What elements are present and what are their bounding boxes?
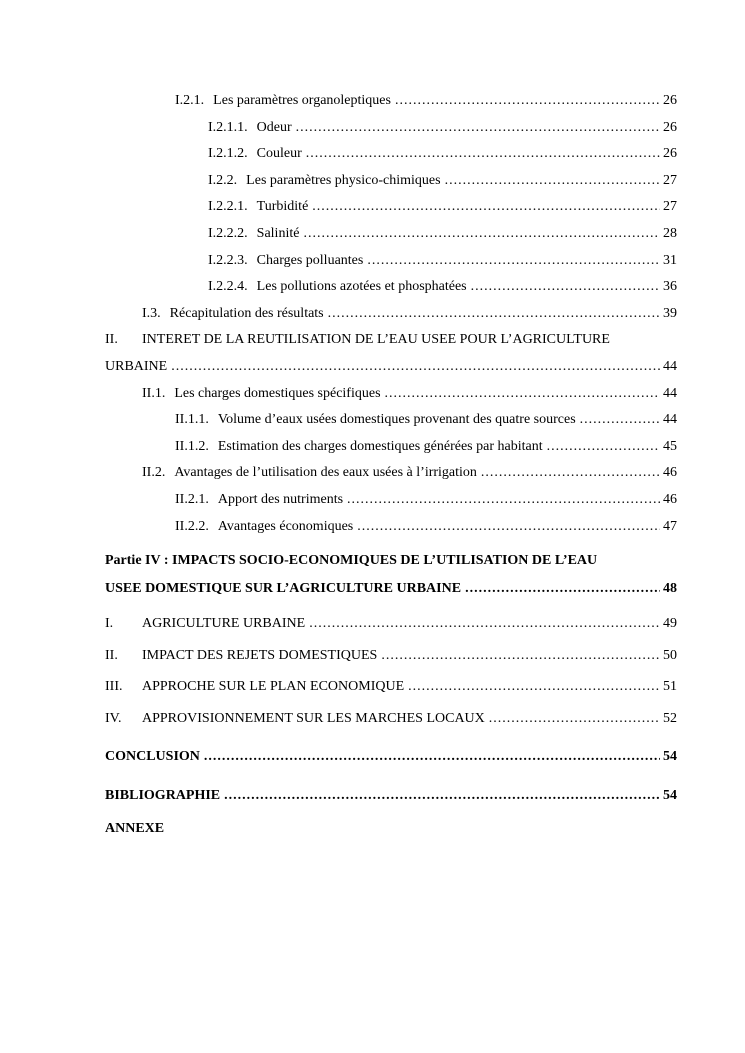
toc-entry-title: ANNEXE (105, 820, 165, 836)
toc-entry-title: Volume d’eaux usées domestiques provenant des quatre sources (217, 412, 576, 428)
toc-entry-title: Les pollutions azotées et phosphatées (256, 279, 467, 295)
toc-entry (105, 168, 677, 195)
toc-entry-number: II.1. (142, 385, 166, 401)
toc-entry-page: 47 (663, 518, 677, 534)
toc-entry (105, 141, 677, 168)
toc-entry-title: Odeur (256, 119, 292, 135)
dot-leader (347, 487, 660, 514)
toc-entry (105, 194, 677, 221)
dot-leader (408, 674, 660, 701)
toc-entry-page: 39 (663, 305, 677, 321)
toc-entry-page: 48 (663, 580, 677, 596)
toc-entry-title: Les paramètres organoleptiques (213, 93, 391, 108)
toc-entry (105, 301, 677, 328)
toc-entry (105, 248, 677, 275)
toc-entry-number: II.2.2. (175, 518, 209, 534)
dot-leader (481, 460, 660, 487)
toc-entry (105, 783, 677, 810)
toc-entry (105, 327, 677, 354)
toc-entry-title: Avantages économiques (217, 518, 354, 534)
toc-entry-page: 36 (663, 279, 677, 295)
toc-entry-number: II.2.1. (175, 491, 209, 507)
dot-leader (367, 248, 660, 275)
toc-entry-title: USEE DOMESTIQUE SUR L’AGRICULTURE URBAINE (105, 580, 462, 596)
toc-entry-number: I.2.2.4. (208, 279, 248, 295)
toc-entry (105, 434, 677, 461)
toc-entry-title: Avantages de l’utilisation des eaux usées à l’irrigation (174, 465, 477, 481)
toc-entry-number: II.2. (142, 465, 166, 481)
toc-entry-number: IV. (105, 711, 122, 727)
toc-entry-title: Turbidité (256, 199, 309, 215)
toc-entry-number: II.1.1. (175, 412, 209, 428)
toc-entry-title: Partie IV : IMPACTS SOCIO-ECONOMIQUES DE L’UTILISATION DE L’EAU (105, 553, 598, 569)
toc-entry-number: I.2.2. (208, 172, 238, 188)
toc-entry-title: Couleur (256, 146, 302, 162)
toc-entry-page: 46 (663, 465, 677, 481)
toc-entry-title: INTERET DE LA REUTILISATION DE L’EAU USEE POUR L’AGRICULTURE (142, 332, 610, 348)
dot-leader (445, 168, 660, 195)
toc-entry-page: 45 (663, 438, 677, 454)
toc-entry (105, 611, 677, 638)
toc-entry (105, 514, 677, 541)
toc-entry-page: 46 (663, 491, 677, 507)
toc-entry-title: Salinité (256, 225, 300, 241)
toc-entry (105, 88, 677, 115)
dot-leader (489, 706, 660, 733)
toc-entry (105, 816, 677, 843)
toc-entry-number: I.2.2.3. (208, 252, 248, 268)
toc-entry-page: 54 (663, 748, 677, 764)
dot-leader (547, 434, 660, 461)
toc-entry (105, 407, 677, 434)
toc-entry-page: 26 (663, 146, 677, 162)
toc-entry-title: Charges polluantes (256, 252, 364, 268)
dot-leader (357, 514, 660, 541)
toc-entry-page: 27 (663, 199, 677, 215)
toc-entry-page: 44 (663, 412, 677, 428)
toc-entry-page: 31 (663, 252, 677, 268)
toc-entry-number: II. (105, 647, 118, 663)
dot-leader (303, 221, 660, 248)
dot-leader (465, 576, 660, 603)
toc-entry-page: 50 (663, 647, 677, 663)
toc-entry-number: I. (105, 616, 114, 632)
toc-entry (105, 576, 677, 603)
toc-entry (105, 744, 677, 771)
dot-leader (204, 744, 660, 771)
dot-leader (309, 611, 660, 638)
dot-leader (385, 381, 660, 408)
toc-entry (105, 706, 677, 733)
dot-leader (312, 194, 660, 221)
toc-entry-number: I.2.2.1. (208, 199, 248, 215)
toc-entry-title: AGRICULTURE URBAINE (142, 616, 306, 632)
toc-entry-number: I.3. (142, 305, 161, 321)
toc-entry (105, 674, 677, 701)
toc-entry-number: III. (105, 679, 123, 695)
toc-entry (105, 643, 677, 670)
dot-leader (224, 783, 660, 810)
toc-entry-title: Apport des nutriments (217, 491, 344, 507)
toc-entry-title: APPROVISIONNEMENT SUR LES MARCHES LOCAUX (142, 711, 485, 727)
dot-leader (306, 141, 660, 168)
toc-entry (105, 460, 677, 487)
toc-entry-page: 51 (663, 679, 677, 695)
toc-entry-title: Récapitulation des résultats (169, 305, 324, 321)
toc-entry-title: CONCLUSION (105, 748, 200, 764)
toc-entry-title: Les charges domestiques spécifiques (174, 385, 381, 401)
toc-entry-page: 27 (663, 172, 677, 188)
toc-entry-title: Estimation des charges domestiques générées par habitant (217, 438, 543, 454)
toc-entry-number: I.2.1. (175, 93, 205, 108)
dot-leader (328, 301, 660, 328)
dot-leader (171, 354, 660, 381)
dot-leader (471, 274, 660, 301)
dot-leader (296, 115, 660, 142)
toc-entry-page: 28 (663, 225, 677, 241)
toc-entry-title: APPROCHE SUR LE PLAN ECONOMIQUE (142, 679, 405, 695)
toc-entry-page: 26 (663, 119, 677, 135)
toc-entry-title: IMPACT DES REJETS DOMESTIQUES (142, 647, 378, 663)
toc-entry-page: 44 (663, 358, 677, 374)
toc-entry-title: URBAINE (105, 358, 168, 374)
toc-entry-page: 26 (663, 93, 677, 108)
toc-entry (105, 115, 677, 142)
toc-entry-page: 52 (663, 711, 677, 727)
toc-entry-number: I.2.1.2. (208, 146, 248, 162)
toc-entry-number: I.2.2.2. (208, 225, 248, 241)
dot-leader (580, 407, 660, 434)
toc-entry-page: 49 (663, 616, 677, 632)
dot-leader (381, 643, 660, 670)
toc-entry (105, 548, 677, 575)
toc-entry-title: BIBLIOGRAPHIE (105, 788, 221, 804)
dot-leader (395, 88, 660, 115)
toc-entry (105, 381, 677, 408)
toc-entry-page: 54 (663, 788, 677, 804)
toc-entry (105, 221, 677, 248)
toc-entry-number: I.2.1.1. (208, 119, 248, 135)
toc-entry-number: II. (105, 332, 118, 348)
toc-entry (105, 274, 677, 301)
toc-entry-page: 44 (663, 385, 677, 401)
toc-entry-title: Les paramètres physico-chimiques (246, 172, 441, 188)
toc-entry (105, 487, 677, 514)
toc-entry-number: II.1.2. (175, 438, 209, 454)
toc-entry (105, 354, 677, 381)
table-of-contents (105, 88, 677, 842)
